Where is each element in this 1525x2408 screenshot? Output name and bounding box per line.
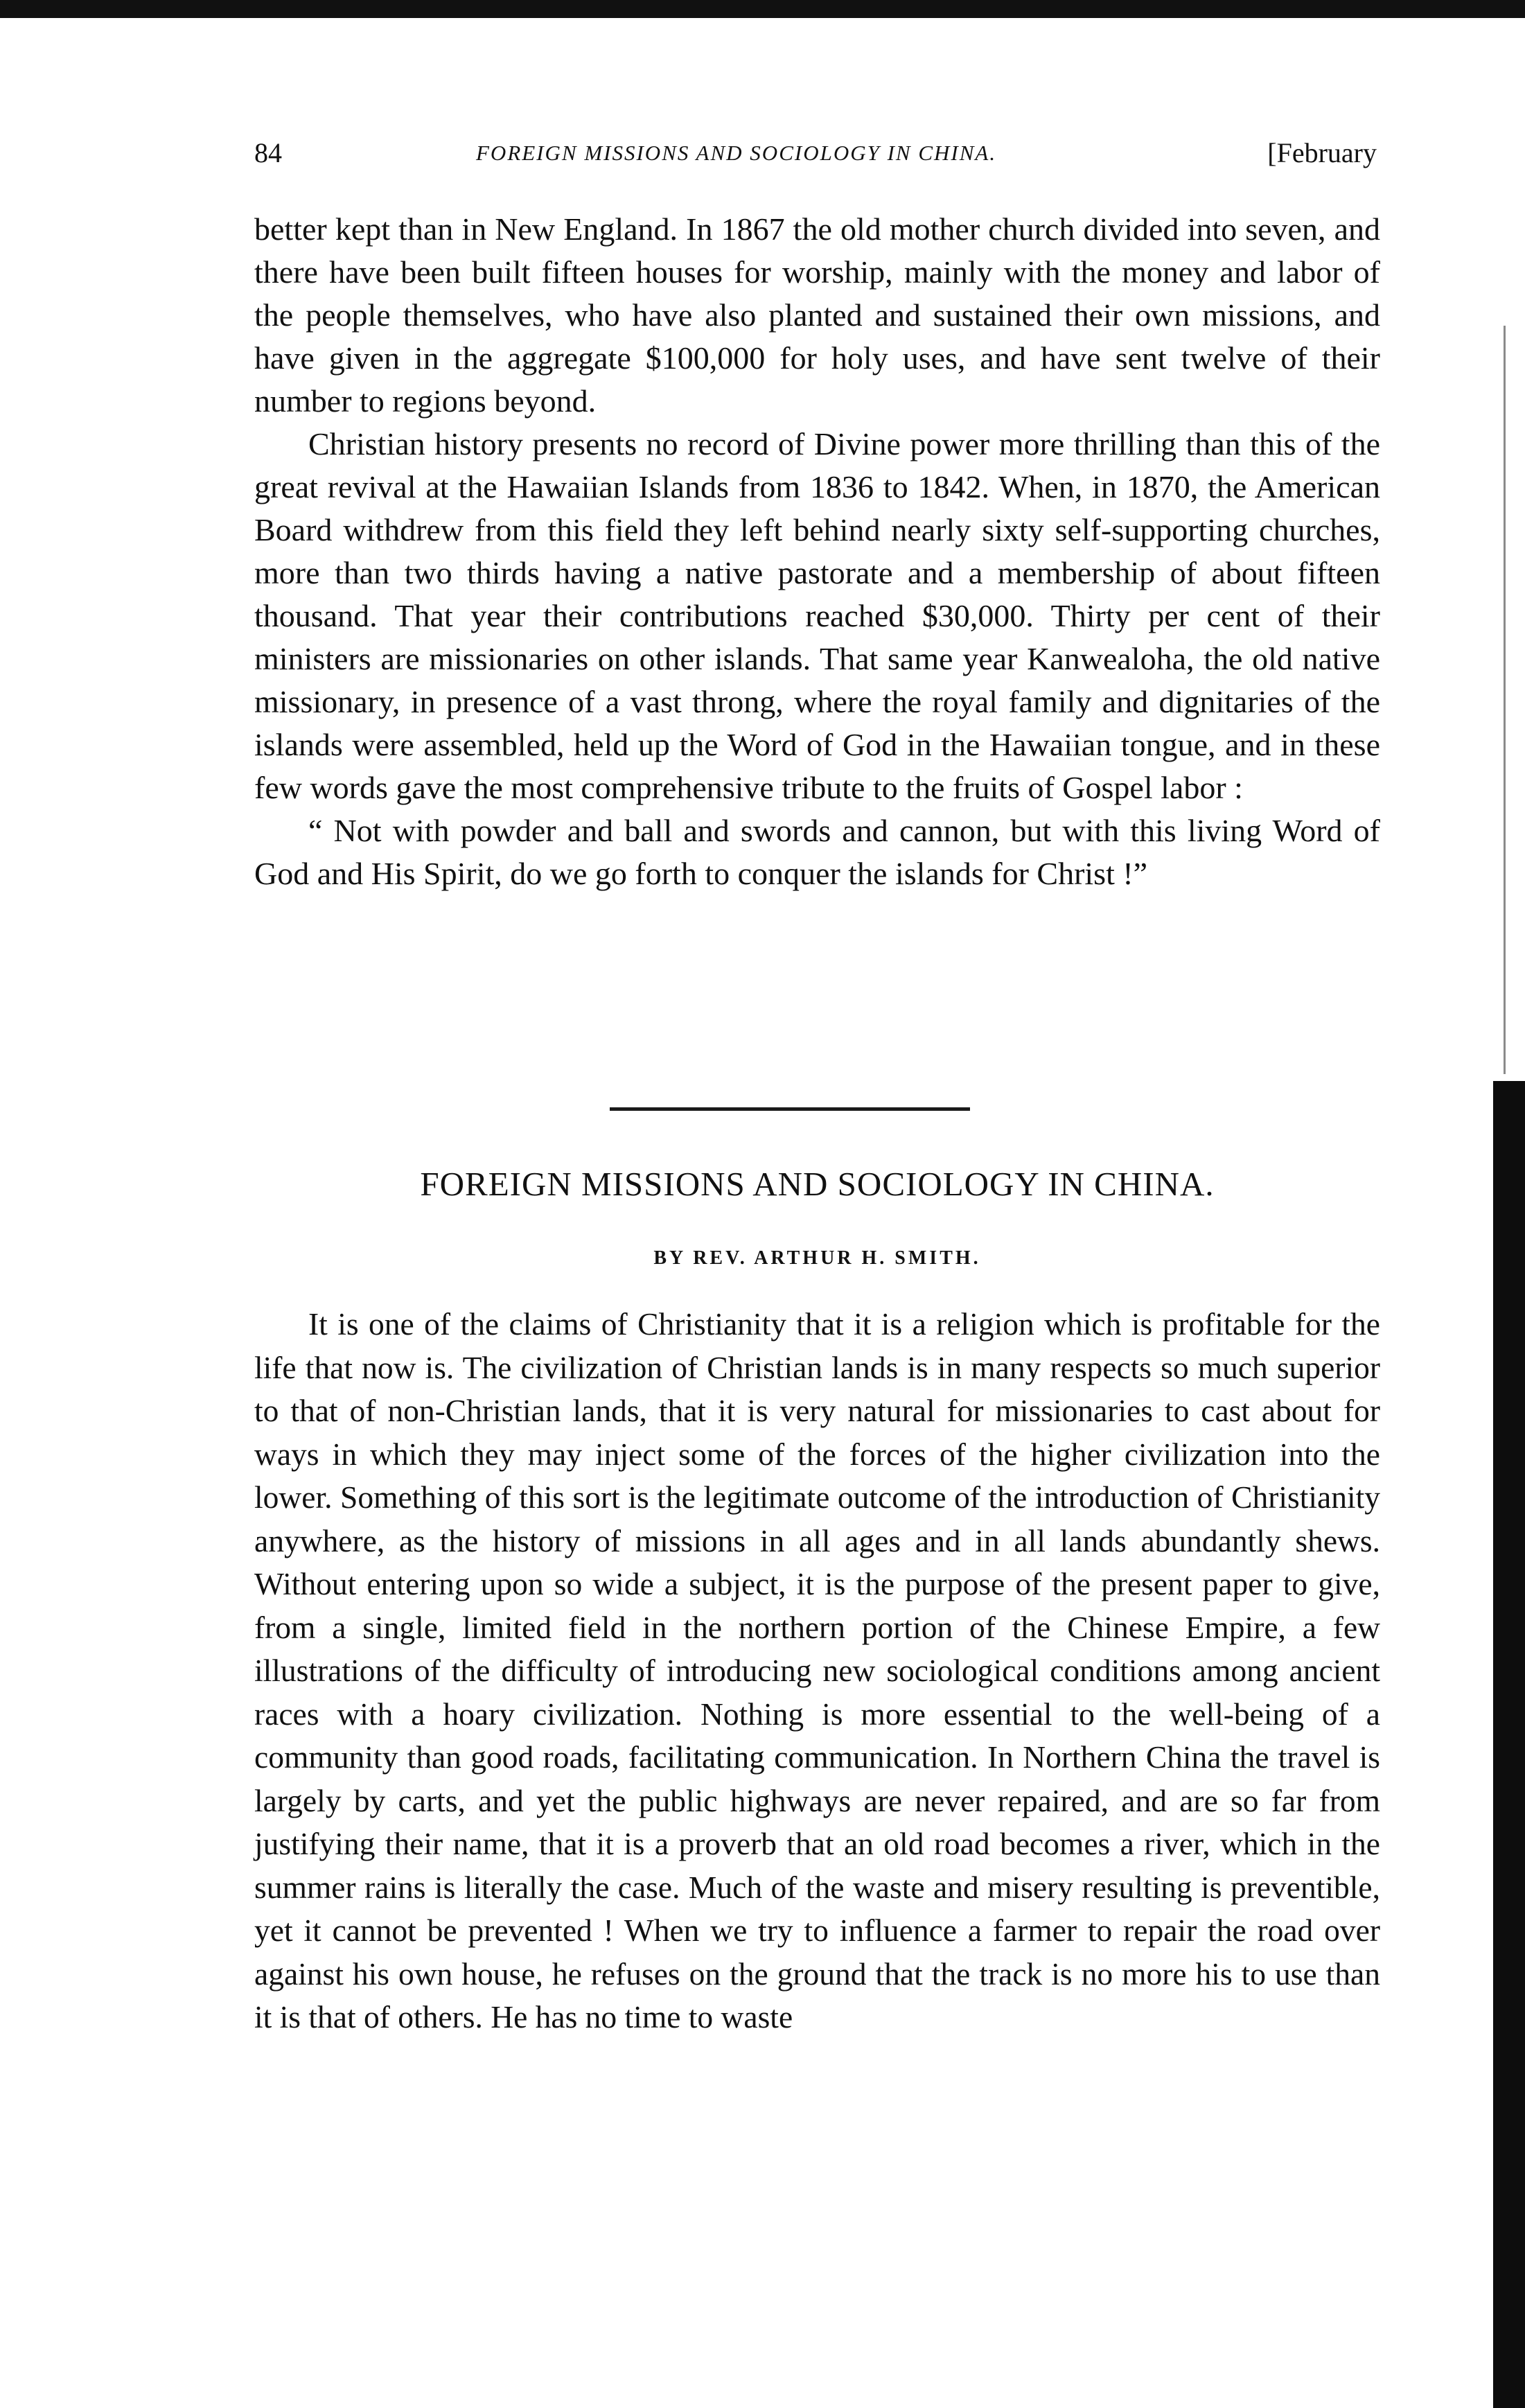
running-head [254, 137, 1377, 178]
paragraph: Christian history presents no record of Divine power more thrilling than this of the great revival at the Hawaiian Islands from 1836 to 1842. When, in 1870, the American Board withdrew from this field they left behind nearly sixty self-supporting churches, more than two thirds having a native pastorate and a membership of about fifteen thousand. That year their contributions reached $30,000. Thirty per cent of their ministers are missionaries on other islands. That same year Kanwealoha, the old native missionary, in presence of a vast throng, where the royal family and dignitaries of the islands were assembled, held up the Word of God in the Hawaiian tongue, and in these few words gave the most comprehensive tribute to the fruits of Gospel labor : [254, 426, 1380, 805]
running-title: FOREIGN MISSIONS AND SOCIOLOGY IN CHINA. [476, 141, 997, 165]
article-byline: BY REV. ARTHUR H. SMITH. [653, 1247, 981, 1269]
article-body [254, 1303, 1380, 2039]
previous-article-text [254, 208, 1380, 895]
issue-month: [February [1267, 137, 1377, 168]
section-divider [610, 1107, 970, 1111]
page-number: 84 [254, 137, 282, 168]
article-title: FOREIGN MISSIONS AND SOCIOLOGY IN CHINA. [420, 1165, 1215, 1203]
right-scan-line [1504, 326, 1506, 1074]
right-scan-border [1493, 1081, 1525, 2408]
paragraph: It is one of the claims of Christianity that it is a religion which is profitable for the life that now is. The civilization of Christian lands is in many respects so much superior to that of non-Christian lands, that it is very natural for missionaries to cast about for ways in which they may inject some of the forces of the higher civilization into the lower. Something of this sort is the legitimate outcome of the introduction of Christianity anywhere, as the history of missions in all ages and in all lands abundantly shews. Without entering upon so wide a subject, it is the purpose of the present paper to give, from a single, limited field in the northern portion of the Chinese Empire, a few illustrations of the difficulty of introducing new sociological conditions among ancient races with a hoary civilization. Nothing is more essential to the well-being of a community than good roads, facilitating communication. In Northern China the travel is largely by carts, and yet the public highways are never repaired, and are so far from justifying their name, that it is a proverb that an old road becomes a river, which in the summer rains is literally the case. Much of the waste and misery resulting is preventible, yet it cannot be prevented ! When we try to influence a farmer to repair the road over against his own house, he refuses on the ground that the track is no more his to use than it is that of others. He has no time to waste [254, 1306, 1380, 2035]
top-scan-border [0, 0, 1525, 18]
paragraph: better kept than in New England. In 1867 the old mother church divided into seven, and there have been built fifteen houses for worship, mainly with the money and labor of the people themselves, who have also planted and sustained their own missions, and have given in the aggregate $100,000 for holy uses, and have sent twelve of their number to regions beyond. [254, 211, 1380, 419]
quotation-paragraph: “ Not with powder and ball and swords and cannon, but with this living Word of God and His Spirit, do we go forth to conquer the islands for Christ !” [254, 813, 1380, 891]
